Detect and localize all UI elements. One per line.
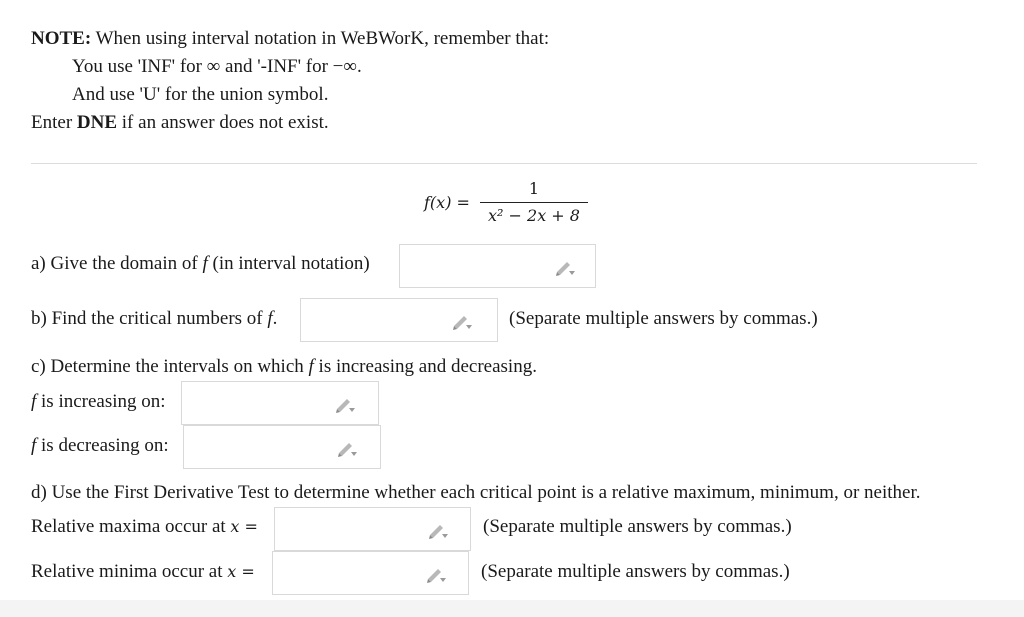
- increasing-label: f is increasing on:: [31, 391, 166, 412]
- maxima-hint: (Separate multiple answers by commas.): [483, 516, 792, 537]
- note-label: NOTE:: [31, 28, 92, 49]
- section-divider: [31, 163, 977, 164]
- pencil-icon[interactable]: [554, 258, 576, 276]
- increasing-input[interactable]: [181, 381, 379, 425]
- note-line-4: Enter DNE if an answer does not exist.: [31, 112, 329, 133]
- fraction-bar: [480, 202, 588, 203]
- decreasing-input[interactable]: [183, 425, 381, 469]
- question-c: c) Determine the intervals on which f is increasing and decreasing.: [31, 356, 537, 377]
- pencil-icon[interactable]: [336, 439, 358, 457]
- minima-label: Relative minima occur at x =: [31, 561, 255, 582]
- pencil-icon[interactable]: [425, 565, 447, 583]
- pencil-icon[interactable]: [451, 312, 473, 330]
- note-line-1: NOTE: When using interval notation in WeBWorK, remember that:: [31, 28, 550, 49]
- minima-input[interactable]: [272, 551, 469, 595]
- critical-hint: (Separate multiple answers by commas.): [509, 308, 818, 329]
- dne-keyword: DNE: [76, 112, 118, 133]
- question-d: d) Use the First Derivative Test to determine whether each critical point is a relative maximum, minimum, or neither.: [31, 482, 921, 503]
- maxima-input[interactable]: [274, 507, 471, 551]
- question-a: a) Give the domain of f (in interval notation): [31, 253, 370, 274]
- question-b: b) Find the critical numbers of f.: [31, 308, 278, 329]
- critical-numbers-input[interactable]: [300, 298, 498, 342]
- domain-input[interactable]: [399, 244, 596, 288]
- formula-numerator: 1: [528, 179, 540, 198]
- formula-lhs: f(x) =: [424, 193, 470, 212]
- pencil-icon[interactable]: [427, 521, 449, 539]
- formula-denominator: x² − 2x + 8: [488, 206, 580, 225]
- note-line-3: And use 'U' for the union symbol.: [72, 84, 329, 105]
- decreasing-label: f is decreasing on:: [31, 435, 169, 456]
- minima-hint: (Separate multiple answers by commas.): [481, 561, 790, 582]
- maxima-label: Relative maxima occur at x =: [31, 516, 258, 537]
- formula-fraction: [480, 178, 588, 227]
- pencil-icon[interactable]: [334, 395, 356, 413]
- note-line-2: You use 'INF' for ∞ and '-INF' for −∞.: [72, 56, 362, 77]
- bottom-strip: [0, 600, 1024, 617]
